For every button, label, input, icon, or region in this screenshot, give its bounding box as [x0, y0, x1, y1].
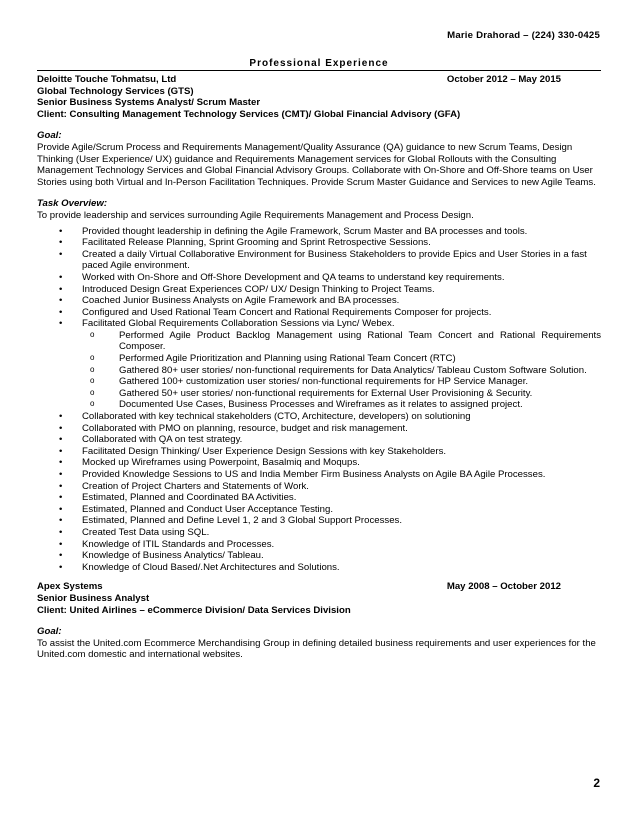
job-company-row [37, 74, 601, 86]
list-item: • Estimated, Planned and Coordinated BA Activities. [37, 492, 601, 504]
list-item: • Facilitated Design Thinking/ User Experience Design Sessions with key Stakeholders. [37, 446, 601, 458]
list-item: • Estimated, Planned and Define Level 1, 2 and 3 Global Support Processes. [37, 515, 601, 527]
sub-list-item: o Documented Use Cases, Business Processes and Wireframes as it relates to assigned project. [82, 399, 601, 411]
task-overview-label: Task Overview: [37, 198, 108, 210]
job-title: Senior Business Systems Analyst/ Scrum Master [37, 97, 261, 109]
job-deloitte-header [37, 74, 601, 120]
goal-text: Provide Agile/Scrum Process and Requirements Management/Quality Assurance (QA) guidance to new Scrum Teams, Design Thinking (User Experience/ UX) guidance and Requirements Management services for Global Rollouts with the Consulting Management Technology Services and Global Financial Advisory Groups. Collaborate with On-Shore and Off-Shore teams on User Stories using both Virtual and In-Person Facilitation Techniques. Provide Scrum Master Guidance and Services to new Agile Teams. [37, 141, 596, 188]
section-title: Professional Experience [249, 58, 389, 69]
list-item: • Creation of Project Charters and Statements of Work. [37, 481, 601, 493]
list-item: • Collaborated with QA on test strategy. [37, 434, 601, 446]
list-item: • Created Test Data using SQL. [37, 527, 601, 539]
job-client: Client: Consulting Management Technology Services (CMT)/ Global Financial Advisory (GFA) [37, 108, 461, 120]
goal-label: Goal: [37, 626, 62, 638]
list-item: • Knowledge of Cloud Based/.Net Architectures and Solutions. [37, 562, 601, 574]
list-item: • Collaborated with key technical stakeholders (CTO, Architecture, developers) on solutioning [37, 411, 601, 423]
job-apex-header [37, 581, 601, 616]
list-item: • Estimated, Planned and Conduct User Acceptance Testing. [37, 504, 601, 516]
list-item-with-sublist [37, 318, 601, 411]
sub-list-item: o Gathered 100+ customization user stories/ non-functional requirements for HP Service Manager. [82, 376, 601, 388]
list-item: • Worked with On-Shore and Off-Shore Development and QA teams to understand key requirements. [37, 272, 601, 284]
page-number: 2 [593, 776, 600, 790]
job-title: Senior Business Analyst [37, 592, 150, 604]
job-division: Global Technology Services (GTS) [37, 85, 194, 97]
list-item: • Collaborated with PMO on planning, resource, budget and risk management. [37, 423, 601, 435]
task-list [37, 226, 601, 574]
section-divider [37, 70, 601, 71]
list-item: • Configured and Used Rational Team Concert and Rational Requirements Composer for projects. [37, 307, 601, 319]
list-item: • Knowledge of ITIL Standards and Processes. [37, 539, 601, 551]
goal-label: Goal: [37, 130, 62, 142]
experience-content [37, 74, 601, 661]
sub-list-item: o Performed Agile Prioritization and Planning using Rational Team Concert (RTC) [82, 353, 601, 365]
list-item: • Coached Junior Business Analysts on Agile Framework and BA processes. [37, 295, 601, 307]
sub-task-list [82, 330, 601, 411]
list-item: • Introduced Design Great Experiences COP/ UX/ Design Thinking to Project Teams. [37, 284, 601, 296]
list-item: • Knowledge of Business Analytics/ Tableau. [37, 550, 601, 562]
list-item: • Provided Knowledge Sessions to US and India Member Firm Business Analysts on Agile BA Agile Processes. [37, 469, 601, 481]
sub-list-item: o Gathered 50+ user stories/ non-functional requirements for External User Provisioning & Security. [82, 388, 601, 400]
list-item: • Provided thought leadership in defining the Agile Framework, Scrum Master and BA processes and tools. [37, 226, 601, 238]
job-company: Apex Systems [37, 581, 103, 593]
sub-list-item: o Gathered 80+ user stories/ non-functional requirements for Data Analytics/ Tableau Custom Software Solution. [82, 365, 601, 377]
list-item-text: Facilitated Global Requirements Collaboration Sessions via Lync/ Webex. [82, 318, 395, 330]
goal-text: To assist the United.com Ecommerce Merchandising Group in defining detailed business requirements and user experiences for the United.com domestic and international websites. [37, 637, 596, 661]
list-item: • Created a daily Virtual Collaborative Environment for Business Stakeholders to provide Epics and User Stories in a fast paced Agile environment. [37, 249, 601, 272]
task-overview-text: To provide leadership and services surrounding Agile Requirements Management and Process Design. [37, 209, 474, 221]
list-item: • Facilitated Release Planning, Sprint Grooming and Sprint Retrospective Sessions. [37, 237, 601, 249]
job-dates: May 2008 – October 2012 [446, 581, 561, 593]
contact-header: Marie Drahorad – (224) 330-0425 [447, 30, 600, 41]
job-company: Deloitte Touche Tohmatsu, Ltd [37, 74, 177, 85]
job-company-row [37, 581, 601, 593]
sub-list-item: o Performed Agile Product Backlog Management using Rational Team Concert and Rational Requirements Composer. [82, 330, 601, 353]
list-item: • Mocked up Wireframes using Powerpoint, Basalmiq and Moqups. [37, 457, 601, 469]
job-client: Client: United Airlines – eCommerce Division/ Data Services Division [37, 604, 351, 616]
job-dates: October 2012 – May 2015 [446, 74, 561, 85]
